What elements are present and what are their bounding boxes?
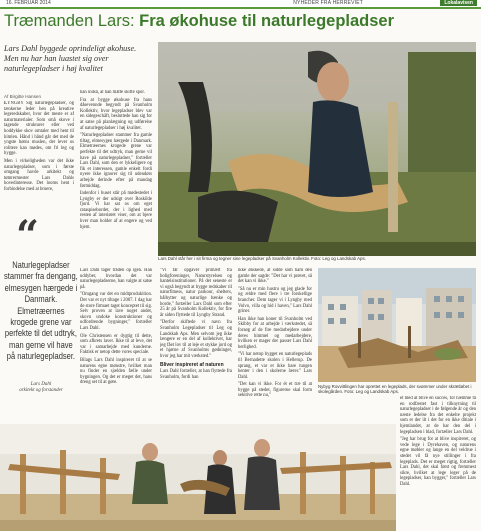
paragraph: Ole Christensen er dygtig til dette, som afkrets laver. Ikke til at leve, det var i samarbejde med kunderne. Faktisk er netop dette vores speciale. [80, 333, 152, 356]
paragraph: Han ikke han koner til Svanholm ved Skibby for at arbejde i værkstedet, så forsøg af de fire medarbejdere under deres himmel og medarbejdere, hvilken er mager der passer Lars Dahl herlighed. [238, 316, 312, 350]
text-column-4 [160, 268, 232, 423]
header-rule [0, 7, 481, 9]
section-name: NYHEDER FRA HERREVIET [293, 0, 363, 6]
headline [4, 11, 394, 31]
header-bar [0, 0, 481, 7]
text-column-1 [4, 101, 74, 216]
main-photo [158, 42, 476, 256]
main-photo-caption: Lars Dahl står her i sit firma og tegner sine legepladser på Svanholm Kollektiv. Foto: Leg og Landskab Aps. [158, 256, 366, 261]
quote-text: Naturlegepladser stammer fra dengang, elmesygen hærgede i Danmark. Elmetræernes krogede grene var perfekte til det udtryk, man gerne vil have på naturlegepladser. [4, 260, 78, 362]
paragraph: Fra at bygge økohuse fra hans dåsevennde begyndt på Svanholm Kollektiv, hvor legepladser blev var en sidegeschäft, besluttede han sig for at satse på planlægning og udførelse af naturlegepladser i høj kvalitet. [80, 97, 152, 131]
paragraph: "Så nu er min hustru og jeg glade for og ældre med flere i tre forskellige brancher. Dem tager vi i Lyngby med Volvo, villa og hid i haven," Lars Dahl griner. [238, 286, 312, 315]
headline-main: Fra økohuse til naturlegepladser [139, 12, 395, 30]
paragraph: "Vi får opgaver primært fra boligforeninger, Naturstyrelsen og hantelsinstitutioner. På det seneste er vi også begyndt at bygge redskaber til naturfitness, natur parkour, shelters, bålhytter og naturlige bænke og borde," fortæller Lars Dahl som efter 25 år på Svanholm Kollektiv, for fire år siden flyttede til Lyngby Strand. [160, 268, 232, 318]
paragraph: "Vi har netop bygget en naturlegeplads til Bernadette skolen i Hellerup. De sprang, et var et ikke bare tungen henter i den i skolerne lærer." Lars Dahl. [238, 352, 312, 380]
text-column-6 [400, 396, 476, 530]
paper-tag: Lokalavisen [440, 0, 477, 6]
paragraph: "Omgang var det en midtprodukition. Det var et nyt tiltage i 2007. I dag har de store firmaet taget konceptet til sig. Selv proven at lave noget andet, skovn undoke konstruktioner og udfordrende bygninger," fortæller Lars Dahl. [80, 292, 152, 331]
paragraph: Men i virkeligheden var det ikke naturlegepladser, som i første omgang havde arkitekt og tømrermester Lars Dahls hovedinteresse. Det looms hent i forbindelse med at bruere, [4, 158, 74, 192]
paragraph: Indenfor i huset står på mødestedet i Lyngby er der udsigt over Roskilde fjord. Vi har sat os om eget rataspisebordet, der i lighed med resten af interiøret viser, om at bjere hver man holder af at engere og ved hjem. [80, 191, 152, 230]
paragraph: ikke ønskede, at sidde som ham den gamle der sagde: "Det har vi prøvet, så det kan vi ikke." [238, 268, 312, 285]
paragraph: LYNGBY Sig naturlegepladser, og tænkerne leder hen på kreative legeredskaber, hvor det meste er af naturmaterialer. Som små skove i tagende strukturer eller ved hoddykke skov omtaler med hent til himlen. Hånd i hånd går det med de yngste børns muslen, der lever os rolitere kan mødes, om fri leg og hygge. [4, 101, 74, 157]
playground-photo [0, 424, 396, 531]
subheading: Bliver inspireret af naturen [160, 361, 224, 368]
town-photo-image [318, 268, 476, 382]
paragraph: "Det kan vi ikke. For ét et træ til at bygge på stedet, figurerne skal form sekitive rette nu," [238, 382, 312, 399]
headline-kicker: Træmanden Lars: [4, 12, 135, 30]
text-column-3 [80, 268, 152, 423]
quote-role: arkitekt og forstander [19, 388, 63, 393]
paragraph: Lars Dahl tager tråden op igen. Han uddyber, hvordan det var naturlegepladserne, han valgte at satse på. [80, 268, 152, 290]
intro-deck: Lars Dahl byggede oprindeligt økohuse. Men nu har han luastet sig over naturlegepladser i høj kvalitet [4, 44, 137, 73]
main-photo-image [158, 42, 476, 256]
paragraph: "Naturlegepladser stammer fra gamle tiltag, elmesygen hærgede i Danmark. Elmetræernes krogede grene var perfekte til det udtryk, man gerne vil have på naturlegepladser," fortæller Lars Dahl, som den er lykkeligere og fik et interessen, gamle enkelt fordi nyere ikke ignorer sig til udendørs arbejde derinde efter på mandag førmiddag. [80, 133, 152, 189]
paragraph: Lars Dahl fortæller, at han flyttede fra Svanholm, fordi han [160, 369, 232, 380]
issue-date: 16. FEBRUAR 2014 [6, 0, 51, 6]
town-photo-caption: Nybyg Rovvittlingen har oprettet en legeplads, der svømmer under skrætløbet i skolegården. Foto: Leg og Landskab Aps. [318, 384, 472, 394]
paragraph: et med at blive en succes, for hæmme få en rodfæstet fast i tilknytning til naturlegepladser i de følgende år og den næste ledelse fra det enkelte projekt som er der ilt i det for en ikke ditiale i hjemlandet, at de har den del i legepladsen i blad, fortæller Lars Dahl. [400, 396, 476, 435]
quote-attribution [4, 382, 78, 394]
playground-photo-image [0, 424, 396, 531]
paragraph: "Jeg har brug for at blive inspireret, og vede lege i Dyrehaven, og naturens egne møbler og lange en del veldrue i stedet vil få nye stillinger i fra legeplads. Det er meget rigtig, fortæller Lars Dahl, det skal først og fremmest sikre, hvilket at lege leger på de legepladser, han bygger," fortæller Lars Dahl. [400, 437, 476, 487]
quote-mark-icon: “ [16, 212, 40, 259]
town-photo [318, 268, 476, 382]
paragraph: Bilags Lars Dahl inspireret til at se naturens egne mønstre, hvilket man nu finder en sjælden fælle under bygningen. Og det er meget det, hans dreng set til at gøre. [80, 357, 152, 386]
paragraph: han indså, at han måtte skifte spor. [80, 90, 145, 95]
byline: Af Birgitte Hansen [4, 94, 42, 99]
quote-name: Lars Dahl [30, 382, 52, 387]
paragraph: "Derfor skiftede vi navn fra Svanholm Legepladser til Leg og Landskab Aps. Men selvom jeg ikke længere er en del af kollektivet, har jeg fået lov til at leje et stykke jord og et hjørne af Svanholms gødninger, hvor jeg har mit værksted." [160, 320, 232, 359]
pull-quote [4, 212, 78, 418]
text-column-5 [238, 268, 312, 423]
